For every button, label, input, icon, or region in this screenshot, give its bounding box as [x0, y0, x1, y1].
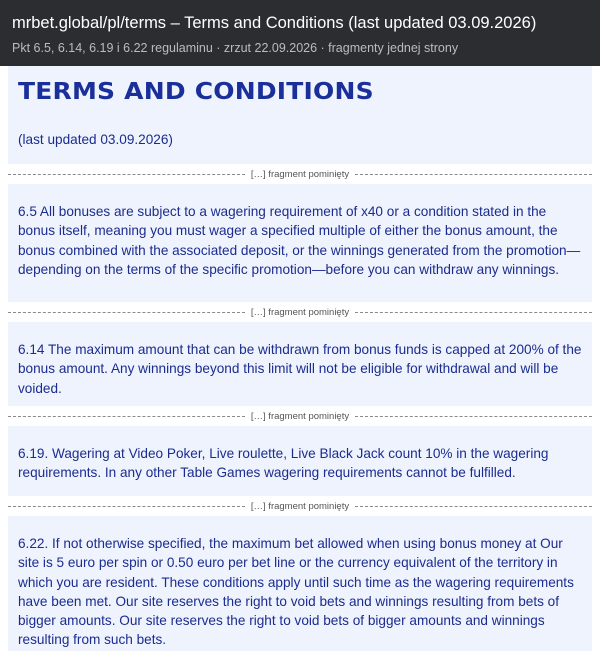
section-6-14 [8, 322, 592, 406]
section-6-22-text: 6.22. If not otherwise specified, the maximum bet allowed when using bonus money at Our site is 5 euro per spin or 0.50 euro per bet line or the currency equivalent of the territory in which you are resident. These conditions apply until such time as the wagering requirements have been met. Our site reserves the right to void bets and winnings resulting from bets of bigger amounts. Our site reserves the right to void bets of bigger amounts and winnings resulting from such bets. [18, 536, 574, 648]
dashed-line [355, 174, 592, 175]
dashed-line [8, 174, 245, 175]
caption-title: mrbet.global/pl/terms – Terms and Conditions (last updated 03.09.2026) [12, 14, 537, 32]
omission-separator [8, 302, 592, 322]
caption-subtitle: Pkt 6.5, 6.14, 6.19 i 6.22 regulaminu · zrzut 22.09.2026 · fragmenty jednej strony [12, 41, 459, 55]
section-6-5 [8, 184, 592, 302]
dashed-line [355, 416, 592, 417]
dashed-line [355, 312, 592, 313]
omission-label: […] fragment pominięty [250, 168, 350, 180]
omission-label: […] fragment pominięty [250, 500, 350, 512]
terms-page [0, 66, 600, 651]
section-6-5-text: 6.5 All bonuses are subject to a wagering requirement of x40 or a condition stated in the bonus itself, meaning you must wager a specified multiple of either the bonus amount, the bonus combined with the associated deposit, or the winnings generated from the promotion—depending on the terms of the specific promotion—before you can withdraw any winnings. [18, 204, 581, 277]
dashed-line [8, 416, 245, 417]
dashed-line [355, 506, 592, 507]
section-6-22 [8, 516, 592, 651]
title-block [8, 66, 592, 164]
omission-separator [8, 164, 592, 184]
section-6-19 [8, 426, 592, 496]
section-6-19-text: 6.19. Wagering at Video Poker, Live roulette, Live Black Jack count 10% in the wagering requirements. In any other Table Games wagering requirements cannot be fulfilled. [18, 446, 549, 481]
last-updated-text: (last updated 03.09.2026) [18, 132, 173, 147]
section-6-14-text: 6.14 The maximum amount that can be withdrawn from bonus funds is capped at 200% of the bonus amount. Any winnings beyond this limit will not be eligible for withdrawal and will be voided. [18, 342, 582, 396]
page-title: TERMS AND CONDITIONS [18, 77, 374, 105]
omission-label: […] fragment pominięty [250, 306, 350, 318]
omission-separator [8, 406, 592, 426]
dashed-line [8, 312, 245, 313]
omission-label: […] fragment pominięty [250, 410, 350, 422]
omission-separator [8, 496, 592, 516]
dashed-line [8, 506, 245, 507]
screenshot-caption-bar [0, 0, 600, 66]
